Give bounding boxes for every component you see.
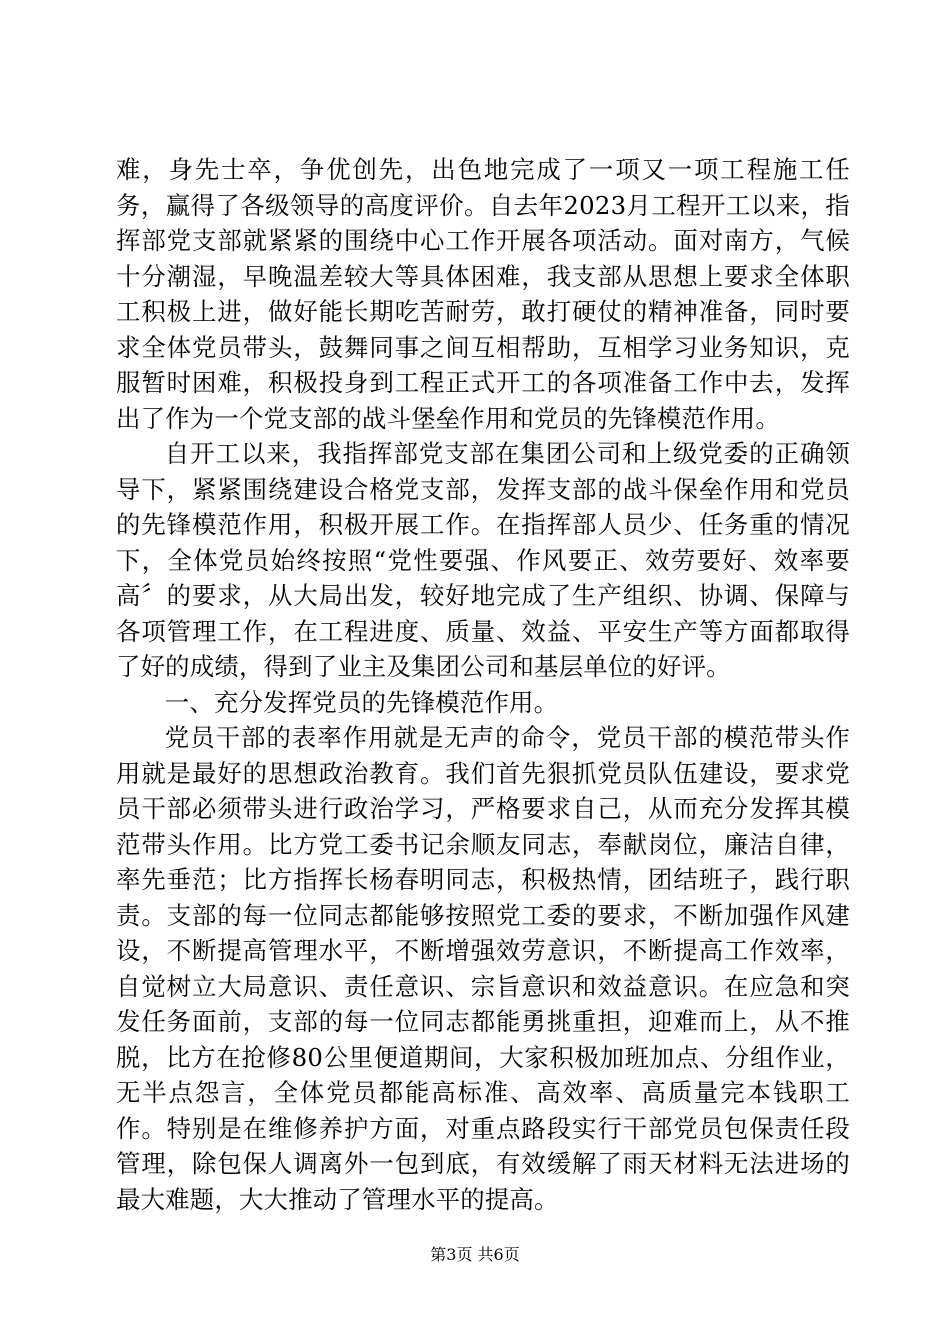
page-footer: 第3页 共6页: [430, 1245, 520, 1264]
paragraph-party-members: 党员干部的表率作用就是无声的命令，党员干部的模范带头作用就是最好的思想政治教育。我们首先狠抓党员队伍建设，要求党员干部必须带头进行政治学习，严格要求自己，从而充分发挥其模范带头作用。比方党工委书记余顺友同志，奉献岗位，廉洁自律，率先垂范；比方指挥长杨春明同志，积极热情，团结班子，践行职责。支部的每一位同志都能够按照党工委的要求，不断加强作风建设，不断提高管理水平，不断增强效劳意识，不断提高工作效率，自觉树立大局意识、责任意识、宗旨意识和效益意识。在应急和突发任务面前，支部的每一位同志都能勇挑重担，迎难而上，从不推脱，比方在抢修80公里便道期间，大家积极加班加点、分组作业，无半点怨言，全体党员都能高标准、高效率、高质量完本钱职工作。特别是在维修养护方面，对重点路段实行干部党员包保责任段管理，除包保人调离外一包到底，有效缓解了雨天材料无法进场的最大难题，大大推动了管理水平的提高。: [116, 723, 850, 1214]
paragraph-continuation: 难，身先士卒，争优创先，出色地完成了一项又一项工程施工任务，赢得了各级领导的高度评价。自去年2023月工程开工以来，指挥部党支部就紧紧的围绕中心工作开展各项活动。面对南方，气候十分潮湿，早晚温差较大等具体困难，我支部从思想上要求全体职工积极上进，做好能长期吃苦耐劳，敢打硬仗的精神准备，同时要求全体党员带头，鼓舞同事之间互相帮助，互相学习业务知识，克服暂时困难，积极投身到工程正式开工的各项准备工作中去，发挥出了作为一个党支部的战斗堡垒作用和党员的先锋模范作用。: [116, 155, 850, 433]
paragraph-since-start: 自开工以来，我指挥部党支部在集团公司和上级党委的正确领导下，紧紧围绕建设合格党支部，发挥支部的战斗保垒作用和党员的先锋模范作用，积极开展工作。在指挥部人员少、任务重的情况下，全体党员始终按照“党性要强、作风要正、效劳要好、效率要高〞的要求，从大局出发，较好地完成了生产组织、协调、保障与各项管理工作，在工程进度、质量、效益、平安生产等方面都取得了好的成绩，得到了业主及集团公司和基层单位的好评。: [116, 439, 850, 681]
section-heading: 一、充分发挥党员的先锋模范作用。: [164, 687, 559, 717]
document-body: [116, 152, 850, 1217]
